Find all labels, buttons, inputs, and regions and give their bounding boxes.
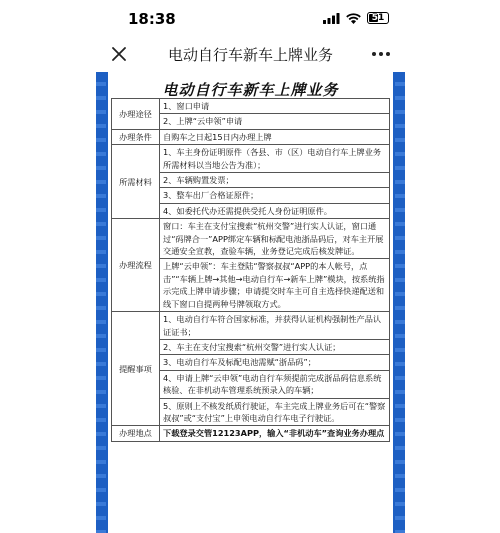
banner-stripe-right (395, 72, 405, 533)
row-label-location: 办理地点 (112, 426, 160, 441)
table-cell: 5、原则上不核发纸质行驶证，车主完成上牌业务后可在“警察叔叔”或“支付宝”上申领电动自行车电子行驶证。 (160, 398, 390, 426)
table-cell: 2、车主在支付宝搜索“杭州交警”进行实人认证； (160, 339, 390, 354)
table-row (112, 312, 390, 340)
battery-icon (367, 12, 389, 24)
status-time: 18:38 (128, 10, 176, 28)
table-cell: 3、整车出厂合格证原件； (160, 188, 390, 203)
table-cell: 窗口：车主在支付宝搜索“杭州交警”进行实人认证，窗口通过“码牌合一”APP绑定车辆和标配电池浙品码后，对车主开展交通安全宣教，查验车辆，业务登记完成后核发牌证。 (160, 219, 390, 259)
table-cell: 2、上牌“云申领”申请 (160, 114, 390, 129)
table-row (112, 129, 390, 144)
battery-level: 51 (371, 13, 385, 23)
page-title: 电动自行车新车上牌业务 (167, 46, 333, 64)
row-label-reminders: 提醒事项 (112, 312, 160, 426)
info-card (108, 72, 393, 533)
nav-bar (96, 36, 405, 72)
row-label-path: 办理途径 (112, 99, 160, 130)
table-cell: 上牌“云申领”：车主登陆“警察叔叔“APP的本人帐号，点击”“车辆上牌→其他→电动自行车→新车上牌”模块，按系统指示完成上牌申请步骤；申请提交时车主可自主选择快递配送和线下窗口自提两种号牌领取方式。 (160, 259, 390, 312)
info-table (111, 98, 390, 442)
table-cell: 1、车主身份证明原件（各县、市（区）电动自行车上牌业务所需材料以当地公告为准）； (160, 145, 390, 173)
table-row (112, 99, 390, 114)
close-icon (112, 47, 126, 61)
table-cell: 下载登录交管12123APP，输入“非机动车”查询业务办理点 (160, 426, 390, 441)
row-label-materials: 所需材料 (112, 145, 160, 219)
banner-stripe-left (96, 72, 106, 533)
table-row (112, 426, 390, 441)
wifi-icon (346, 13, 361, 24)
table-row (112, 145, 390, 173)
table-cell: 4、如委托代办还需提供受托人身份证明原件。 (160, 203, 390, 218)
more-icon-dot (379, 52, 383, 56)
more-icon (372, 52, 376, 56)
row-label-condition: 办理条件 (112, 129, 160, 144)
article-content[interactable] (96, 72, 405, 533)
close-button[interactable] (106, 41, 132, 67)
table-cell: 2、车辆购置发票； (160, 173, 390, 188)
table-cell: 1、电动自行车符合国家标准，并获得认证机构强制性产品认证证书； (160, 312, 390, 340)
more-icon-dot (386, 52, 390, 56)
table-cell: 1、窗口申请 (160, 99, 390, 114)
signal-icon (323, 13, 340, 24)
table-cell: 4、申请上牌“云申领”电动自行车须提前完成浙品码信息系统核验、在非机动车管理系统预录入的车辆； (160, 370, 390, 398)
more-button[interactable] (367, 43, 395, 65)
status-bar (96, 0, 405, 36)
row-label-process: 办理流程 (112, 219, 160, 312)
phone-screen (96, 0, 405, 533)
status-icons (323, 12, 389, 24)
table-cell: 3、电动自行车及标配电池需赋“浙品码”； (160, 355, 390, 370)
table-cell: 自购车之日起15日内办理上牌 (160, 129, 390, 144)
document-title: 电动自行车新车上牌业务 (162, 81, 339, 99)
table-row (112, 219, 390, 259)
